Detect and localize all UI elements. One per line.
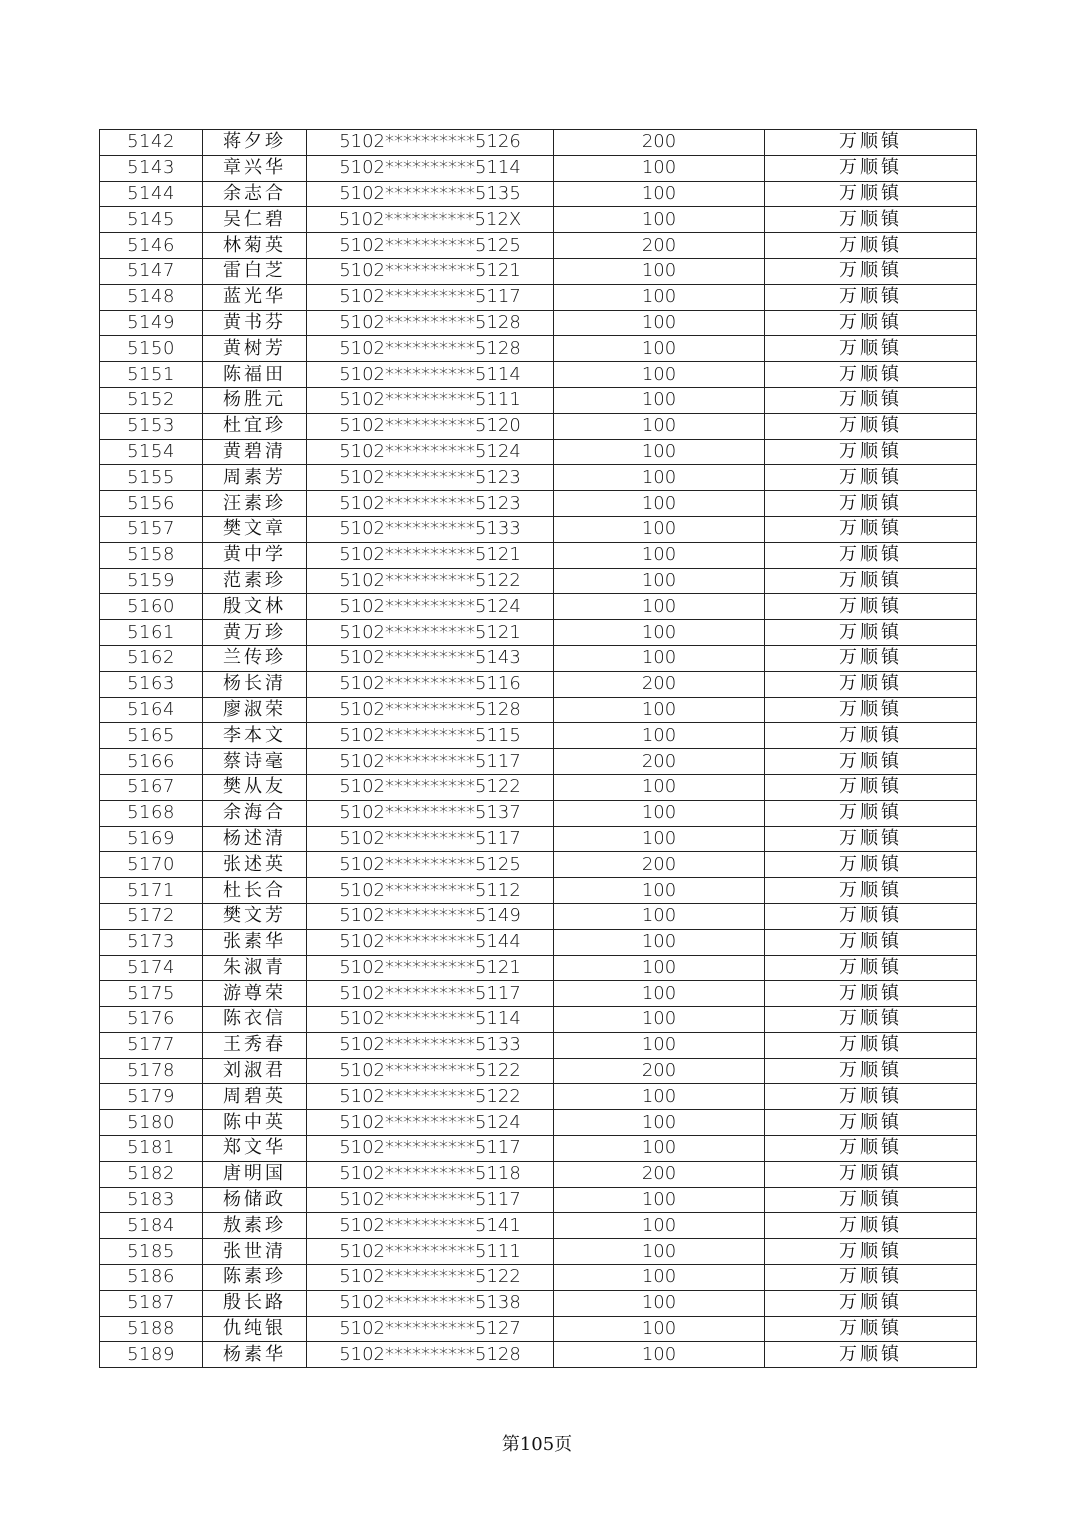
serial-number-cell: 5176 xyxy=(100,1007,203,1033)
serial-number-cell: 5143 xyxy=(100,155,203,181)
name-cell: 郑文华 xyxy=(203,1136,307,1162)
serial-number-cell: 5159 xyxy=(100,568,203,594)
name-cell: 汪素珍 xyxy=(203,491,307,517)
name-cell: 杨述清 xyxy=(203,826,307,852)
table-row xyxy=(100,207,977,233)
town-cell: 万顺镇 xyxy=(765,929,977,955)
table-row xyxy=(100,645,977,671)
table-row xyxy=(100,620,977,646)
name-cell: 蔡诗毫 xyxy=(203,749,307,775)
name-cell: 蓝光华 xyxy=(203,284,307,310)
serial-number-cell: 5178 xyxy=(100,1058,203,1084)
amount-cell: 100 xyxy=(554,1213,765,1239)
town-cell: 万顺镇 xyxy=(765,310,977,336)
town-cell: 万顺镇 xyxy=(765,826,977,852)
id-number-cell: 5102**********5124 xyxy=(307,1110,554,1136)
serial-number-cell: 5179 xyxy=(100,1084,203,1110)
id-number-cell: 5102**********5120 xyxy=(307,413,554,439)
amount-cell: 200 xyxy=(554,852,765,878)
name-cell: 余海合 xyxy=(203,800,307,826)
amount-cell: 100 xyxy=(554,207,765,233)
amount-cell: 100 xyxy=(554,1032,765,1058)
id-number-cell: 5102**********5149 xyxy=(307,903,554,929)
town-cell: 万顺镇 xyxy=(765,413,977,439)
town-cell: 万顺镇 xyxy=(765,620,977,646)
id-number-cell: 5102**********5122 xyxy=(307,774,554,800)
town-cell: 万顺镇 xyxy=(765,981,977,1007)
id-number-cell: 5102**********5117 xyxy=(307,1187,554,1213)
id-number-cell: 5102**********5112 xyxy=(307,878,554,904)
id-number-cell: 5102**********5114 xyxy=(307,1007,554,1033)
amount-cell: 100 xyxy=(554,826,765,852)
id-number-cell: 5102**********5117 xyxy=(307,749,554,775)
town-cell: 万顺镇 xyxy=(765,491,977,517)
serial-number-cell: 5174 xyxy=(100,955,203,981)
town-cell: 万顺镇 xyxy=(765,1290,977,1316)
amount-cell: 100 xyxy=(554,284,765,310)
serial-number-cell: 5180 xyxy=(100,1110,203,1136)
name-cell: 兰传珍 xyxy=(203,645,307,671)
name-cell: 雷白芝 xyxy=(203,258,307,284)
id-number-cell: 5102**********5144 xyxy=(307,929,554,955)
id-number-cell: 5102**********5135 xyxy=(307,181,554,207)
name-cell: 王秀春 xyxy=(203,1032,307,1058)
table-row xyxy=(100,1316,977,1342)
name-cell: 李本文 xyxy=(203,723,307,749)
serial-number-cell: 5145 xyxy=(100,207,203,233)
serial-number-cell: 5149 xyxy=(100,310,203,336)
town-cell: 万顺镇 xyxy=(765,1239,977,1265)
table-row xyxy=(100,1213,977,1239)
table-row xyxy=(100,336,977,362)
town-cell: 万顺镇 xyxy=(765,542,977,568)
id-number-cell: 5102**********5121 xyxy=(307,955,554,981)
serial-number-cell: 5163 xyxy=(100,671,203,697)
id-number-cell: 5102**********5122 xyxy=(307,1084,554,1110)
table-row xyxy=(100,697,977,723)
town-cell: 万顺镇 xyxy=(765,671,977,697)
serial-number-cell: 5188 xyxy=(100,1316,203,1342)
id-number-cell: 5102**********5117 xyxy=(307,1136,554,1162)
table-row xyxy=(100,130,977,156)
table-row xyxy=(100,181,977,207)
town-cell: 万顺镇 xyxy=(765,903,977,929)
name-cell: 黄树芳 xyxy=(203,336,307,362)
table-row xyxy=(100,671,977,697)
serial-number-cell: 5148 xyxy=(100,284,203,310)
id-number-cell: 5102**********5122 xyxy=(307,568,554,594)
amount-cell: 100 xyxy=(554,1290,765,1316)
roster-table-body xyxy=(100,130,977,1368)
table-row xyxy=(100,774,977,800)
name-cell: 周碧英 xyxy=(203,1084,307,1110)
serial-number-cell: 5151 xyxy=(100,362,203,388)
name-cell: 章兴华 xyxy=(203,155,307,181)
table-row xyxy=(100,542,977,568)
name-cell: 游尊荣 xyxy=(203,981,307,1007)
town-cell: 万顺镇 xyxy=(765,568,977,594)
serial-number-cell: 5183 xyxy=(100,1187,203,1213)
table-row xyxy=(100,387,977,413)
name-cell: 黄书芬 xyxy=(203,310,307,336)
serial-number-cell: 5168 xyxy=(100,800,203,826)
name-cell: 杨素华 xyxy=(203,1342,307,1368)
name-cell: 樊文芳 xyxy=(203,903,307,929)
id-number-cell: 5102**********5116 xyxy=(307,671,554,697)
serial-number-cell: 5186 xyxy=(100,1265,203,1291)
serial-number-cell: 5169 xyxy=(100,826,203,852)
serial-number-cell: 5172 xyxy=(100,903,203,929)
town-cell: 万顺镇 xyxy=(765,800,977,826)
amount-cell: 200 xyxy=(554,1058,765,1084)
amount-cell: 100 xyxy=(554,723,765,749)
id-number-cell: 5102**********5111 xyxy=(307,387,554,413)
town-cell: 万顺镇 xyxy=(765,878,977,904)
name-cell: 廖淑荣 xyxy=(203,697,307,723)
serial-number-cell: 5167 xyxy=(100,774,203,800)
id-number-cell: 5102**********5122 xyxy=(307,1265,554,1291)
id-number-cell: 5102**********5126 xyxy=(307,130,554,156)
town-cell: 万顺镇 xyxy=(765,645,977,671)
table-row xyxy=(100,1187,977,1213)
table-row xyxy=(100,310,977,336)
town-cell: 万顺镇 xyxy=(765,723,977,749)
id-number-cell: 5102**********5118 xyxy=(307,1161,554,1187)
id-number-cell: 5102**********5128 xyxy=(307,310,554,336)
serial-number-cell: 5166 xyxy=(100,749,203,775)
id-number-cell: 5102**********5117 xyxy=(307,981,554,1007)
town-cell: 万顺镇 xyxy=(765,1007,977,1033)
id-number-cell: 5102**********5121 xyxy=(307,542,554,568)
table-row xyxy=(100,284,977,310)
table-row xyxy=(100,800,977,826)
town-cell: 万顺镇 xyxy=(765,465,977,491)
table-row xyxy=(100,439,977,465)
town-cell: 万顺镇 xyxy=(765,439,977,465)
name-cell: 樊文章 xyxy=(203,516,307,542)
table-row xyxy=(100,1032,977,1058)
name-cell: 仇纯银 xyxy=(203,1316,307,1342)
town-cell: 万顺镇 xyxy=(765,336,977,362)
serial-number-cell: 5142 xyxy=(100,130,203,156)
table-row xyxy=(100,981,977,1007)
town-cell: 万顺镇 xyxy=(765,130,977,156)
id-number-cell: 5102**********5117 xyxy=(307,826,554,852)
town-cell: 万顺镇 xyxy=(765,1058,977,1084)
id-number-cell: 5102**********5128 xyxy=(307,336,554,362)
name-cell: 杨储政 xyxy=(203,1187,307,1213)
town-cell: 万顺镇 xyxy=(765,181,977,207)
amount-cell: 100 xyxy=(554,310,765,336)
serial-number-cell: 5154 xyxy=(100,439,203,465)
table-row xyxy=(100,258,977,284)
page-number: 第105页 xyxy=(501,1434,573,1455)
town-cell: 万顺镇 xyxy=(765,387,977,413)
serial-number-cell: 5187 xyxy=(100,1290,203,1316)
id-number-cell: 5102**********5128 xyxy=(307,697,554,723)
town-cell: 万顺镇 xyxy=(765,774,977,800)
serial-number-cell: 5164 xyxy=(100,697,203,723)
serial-number-cell: 5177 xyxy=(100,1032,203,1058)
serial-number-cell: 5165 xyxy=(100,723,203,749)
table-row xyxy=(100,594,977,620)
amount-cell: 100 xyxy=(554,542,765,568)
serial-number-cell: 5158 xyxy=(100,542,203,568)
town-cell: 万顺镇 xyxy=(765,1161,977,1187)
id-number-cell: 5102**********5128 xyxy=(307,1342,554,1368)
name-cell: 殷长路 xyxy=(203,1290,307,1316)
serial-number-cell: 5153 xyxy=(100,413,203,439)
table-row xyxy=(100,155,977,181)
id-number-cell: 5102**********5114 xyxy=(307,362,554,388)
amount-cell: 100 xyxy=(554,1084,765,1110)
table-row xyxy=(100,749,977,775)
table-row xyxy=(100,955,977,981)
id-number-cell: 5102**********5115 xyxy=(307,723,554,749)
amount-cell: 100 xyxy=(554,413,765,439)
serial-number-cell: 5144 xyxy=(100,181,203,207)
serial-number-cell: 5185 xyxy=(100,1239,203,1265)
id-number-cell: 5102**********5124 xyxy=(307,594,554,620)
serial-number-cell: 5175 xyxy=(100,981,203,1007)
amount-cell: 100 xyxy=(554,878,765,904)
id-number-cell: 5102**********5143 xyxy=(307,645,554,671)
amount-cell: 200 xyxy=(554,749,765,775)
table-row xyxy=(100,362,977,388)
amount-cell: 100 xyxy=(554,1342,765,1368)
table-row xyxy=(100,568,977,594)
town-cell: 万顺镇 xyxy=(765,1187,977,1213)
serial-number-cell: 5146 xyxy=(100,233,203,259)
name-cell: 黄万珍 xyxy=(203,620,307,646)
amount-cell: 100 xyxy=(554,336,765,362)
town-cell: 万顺镇 xyxy=(765,258,977,284)
table-row xyxy=(100,723,977,749)
town-cell: 万顺镇 xyxy=(765,749,977,775)
town-cell: 万顺镇 xyxy=(765,1084,977,1110)
amount-cell: 100 xyxy=(554,1316,765,1342)
id-number-cell: 5102**********5127 xyxy=(307,1316,554,1342)
amount-cell: 100 xyxy=(554,697,765,723)
serial-number-cell: 5181 xyxy=(100,1136,203,1162)
amount-cell: 100 xyxy=(554,1136,765,1162)
name-cell: 周素芳 xyxy=(203,465,307,491)
table-row xyxy=(100,1110,977,1136)
town-cell: 万顺镇 xyxy=(765,362,977,388)
table-row xyxy=(100,516,977,542)
serial-number-cell: 5173 xyxy=(100,929,203,955)
amount-cell: 100 xyxy=(554,362,765,388)
amount-cell: 100 xyxy=(554,155,765,181)
name-cell: 朱淑青 xyxy=(203,955,307,981)
town-cell: 万顺镇 xyxy=(765,207,977,233)
amount-cell: 100 xyxy=(554,800,765,826)
amount-cell: 100 xyxy=(554,929,765,955)
table-row xyxy=(100,1161,977,1187)
amount-cell: 100 xyxy=(554,181,765,207)
amount-cell: 100 xyxy=(554,594,765,620)
id-number-cell: 5102**********5125 xyxy=(307,233,554,259)
table-row xyxy=(100,1290,977,1316)
town-cell: 万顺镇 xyxy=(765,1342,977,1368)
amount-cell: 100 xyxy=(554,568,765,594)
amount-cell: 100 xyxy=(554,465,765,491)
id-number-cell: 5102**********512X xyxy=(307,207,554,233)
name-cell: 余志合 xyxy=(203,181,307,207)
table-row xyxy=(100,1136,977,1162)
amount-cell: 100 xyxy=(554,439,765,465)
name-cell: 刘淑君 xyxy=(203,1058,307,1084)
serial-number-cell: 5182 xyxy=(100,1161,203,1187)
amount-cell: 200 xyxy=(554,671,765,697)
name-cell: 陈中英 xyxy=(203,1110,307,1136)
amount-cell: 100 xyxy=(554,516,765,542)
name-cell: 敖素珍 xyxy=(203,1213,307,1239)
amount-cell: 100 xyxy=(554,1265,765,1291)
table-row xyxy=(100,491,977,517)
id-number-cell: 5102**********5117 xyxy=(307,284,554,310)
town-cell: 万顺镇 xyxy=(765,955,977,981)
name-cell: 樊从友 xyxy=(203,774,307,800)
amount-cell: 100 xyxy=(554,981,765,1007)
id-number-cell: 5102**********5114 xyxy=(307,155,554,181)
table-row xyxy=(100,852,977,878)
id-number-cell: 5102**********5121 xyxy=(307,620,554,646)
serial-number-cell: 5189 xyxy=(100,1342,203,1368)
town-cell: 万顺镇 xyxy=(765,1316,977,1342)
name-cell: 唐明国 xyxy=(203,1161,307,1187)
id-number-cell: 5102**********5124 xyxy=(307,439,554,465)
id-number-cell: 5102**********5133 xyxy=(307,1032,554,1058)
roster-table xyxy=(99,129,977,1368)
table-row xyxy=(100,1265,977,1291)
name-cell: 范素珍 xyxy=(203,568,307,594)
name-cell: 杨长清 xyxy=(203,671,307,697)
name-cell: 陈衣信 xyxy=(203,1007,307,1033)
amount-cell: 200 xyxy=(554,1161,765,1187)
serial-number-cell: 5155 xyxy=(100,465,203,491)
name-cell: 张述英 xyxy=(203,852,307,878)
town-cell: 万顺镇 xyxy=(765,233,977,259)
table-row xyxy=(100,1239,977,1265)
serial-number-cell: 5160 xyxy=(100,594,203,620)
amount-cell: 100 xyxy=(554,387,765,413)
town-cell: 万顺镇 xyxy=(765,516,977,542)
name-cell: 陈福田 xyxy=(203,362,307,388)
id-number-cell: 5102**********5123 xyxy=(307,491,554,517)
id-number-cell: 5102**********5123 xyxy=(307,465,554,491)
town-cell: 万顺镇 xyxy=(765,852,977,878)
serial-number-cell: 5162 xyxy=(100,645,203,671)
serial-number-cell: 5170 xyxy=(100,852,203,878)
id-number-cell: 5102**********5138 xyxy=(307,1290,554,1316)
town-cell: 万顺镇 xyxy=(765,1110,977,1136)
amount-cell: 100 xyxy=(554,774,765,800)
serial-number-cell: 5150 xyxy=(100,336,203,362)
amount-cell: 100 xyxy=(554,1110,765,1136)
table-row xyxy=(100,1007,977,1033)
amount-cell: 100 xyxy=(554,1007,765,1033)
amount-cell: 100 xyxy=(554,620,765,646)
table-row xyxy=(100,929,977,955)
amount-cell: 100 xyxy=(554,1239,765,1265)
id-number-cell: 5102**********5121 xyxy=(307,258,554,284)
name-cell: 黄中学 xyxy=(203,542,307,568)
name-cell: 黄碧清 xyxy=(203,439,307,465)
id-number-cell: 5102**********5111 xyxy=(307,1239,554,1265)
name-cell: 杜长合 xyxy=(203,878,307,904)
town-cell: 万顺镇 xyxy=(765,1136,977,1162)
serial-number-cell: 5147 xyxy=(100,258,203,284)
town-cell: 万顺镇 xyxy=(765,284,977,310)
id-number-cell: 5102**********5122 xyxy=(307,1058,554,1084)
serial-number-cell: 5156 xyxy=(100,491,203,517)
table-row xyxy=(100,1342,977,1368)
town-cell: 万顺镇 xyxy=(765,594,977,620)
amount-cell: 100 xyxy=(554,1187,765,1213)
name-cell: 蒋夕珍 xyxy=(203,130,307,156)
name-cell: 张世清 xyxy=(203,1239,307,1265)
town-cell: 万顺镇 xyxy=(765,1032,977,1058)
id-number-cell: 5102**********5125 xyxy=(307,852,554,878)
serial-number-cell: 5171 xyxy=(100,878,203,904)
table-row xyxy=(100,878,977,904)
table-row xyxy=(100,1084,977,1110)
table-row xyxy=(100,1058,977,1084)
name-cell: 杨胜元 xyxy=(203,387,307,413)
table-row xyxy=(100,826,977,852)
name-cell: 殷文林 xyxy=(203,594,307,620)
amount-cell: 100 xyxy=(554,903,765,929)
amount-cell: 100 xyxy=(554,955,765,981)
name-cell: 张素华 xyxy=(203,929,307,955)
table-row xyxy=(100,465,977,491)
id-number-cell: 5102**********5133 xyxy=(307,516,554,542)
amount-cell: 200 xyxy=(554,233,765,259)
town-cell: 万顺镇 xyxy=(765,1265,977,1291)
amount-cell: 200 xyxy=(554,130,765,156)
name-cell: 林菊英 xyxy=(203,233,307,259)
serial-number-cell: 5152 xyxy=(100,387,203,413)
town-cell: 万顺镇 xyxy=(765,1213,977,1239)
town-cell: 万顺镇 xyxy=(765,697,977,723)
name-cell: 杜宜珍 xyxy=(203,413,307,439)
amount-cell: 100 xyxy=(554,491,765,517)
id-number-cell: 5102**********5141 xyxy=(307,1213,554,1239)
name-cell: 吴仁碧 xyxy=(203,207,307,233)
table-row xyxy=(100,233,977,259)
serial-number-cell: 5184 xyxy=(100,1213,203,1239)
serial-number-cell: 5157 xyxy=(100,516,203,542)
amount-cell: 100 xyxy=(554,258,765,284)
table-row xyxy=(100,903,977,929)
serial-number-cell: 5161 xyxy=(100,620,203,646)
town-cell: 万顺镇 xyxy=(765,155,977,181)
name-cell: 陈素珍 xyxy=(203,1265,307,1291)
id-number-cell: 5102**********5137 xyxy=(307,800,554,826)
amount-cell: 100 xyxy=(554,645,765,671)
table-row xyxy=(100,413,977,439)
